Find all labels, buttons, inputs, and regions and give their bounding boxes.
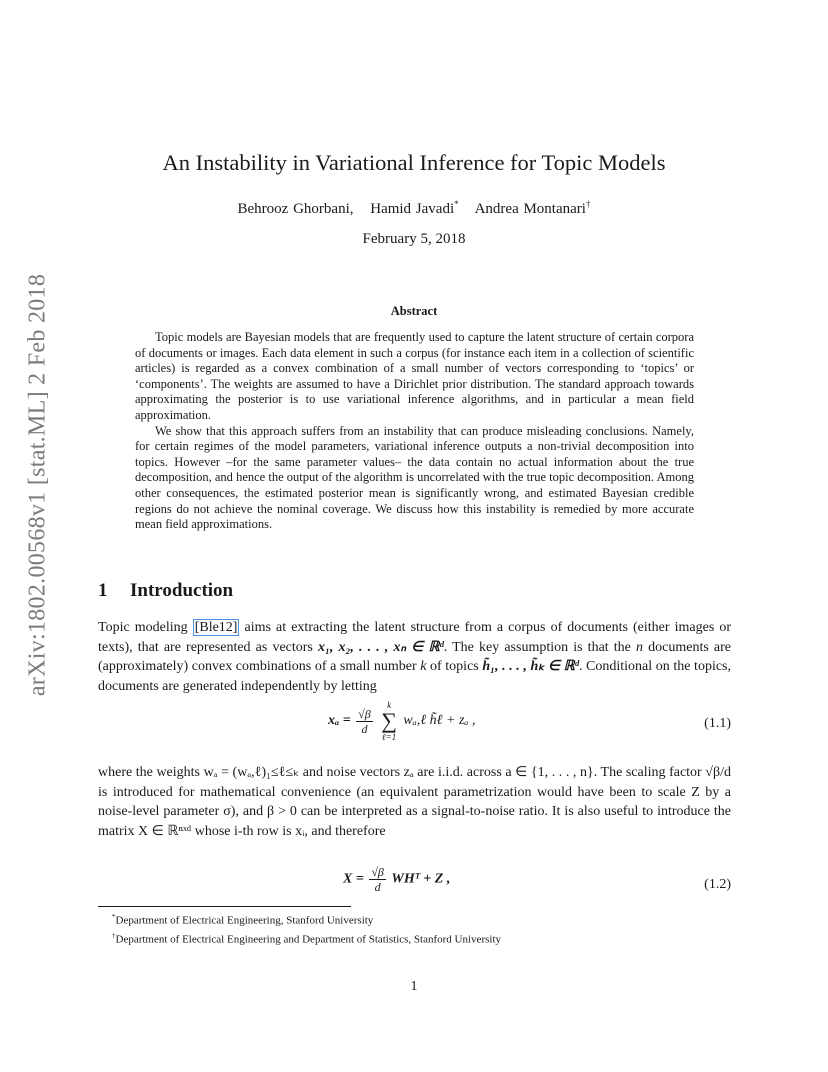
text-run: of topics bbox=[426, 659, 483, 674]
text-run: . Conditional on the topics, documents are generated independently by letting bbox=[98, 659, 732, 694]
publication-date: February 5, 2018 bbox=[362, 231, 466, 247]
math-k: k bbox=[420, 659, 427, 674]
intro-paragraph bbox=[98, 618, 731, 696]
equation-rhs: WHᵀ + Z , bbox=[391, 871, 451, 887]
fraction bbox=[356, 707, 373, 736]
equation-1-2 bbox=[98, 865, 731, 905]
abstract-heading: Abstract bbox=[390, 304, 438, 318]
section-title: Introduction bbox=[130, 580, 234, 601]
paper-title: An Instability in Variational Inference for Topic Models bbox=[162, 150, 666, 175]
footnote-text: Department of Electrical Engineering and Department of Statistics, Stanford University bbox=[115, 933, 501, 946]
footnote-mark: † bbox=[112, 932, 116, 941]
text-run: Topic modeling bbox=[98, 620, 193, 635]
author-list bbox=[0, 199, 828, 218]
author-footnote-mark: † bbox=[585, 199, 591, 209]
math-vectors: x₁, x₂, . . . , xₙ ∈ ℝᵈ bbox=[318, 639, 444, 655]
footnote-mark: * bbox=[112, 913, 116, 921]
section-number: 1 bbox=[98, 580, 108, 601]
text-run: aims at extracting the latent structure from a corpus of documents (either images or texts), that are represented as vectors bbox=[98, 620, 731, 655]
fraction-denominator: d bbox=[374, 880, 381, 894]
equation-1-1 bbox=[98, 700, 731, 748]
equation-number: (1.1) bbox=[704, 716, 731, 731]
author-footnote-mark: * bbox=[454, 199, 459, 209]
fraction-numerator: √β bbox=[358, 706, 371, 721]
abstract-paragraph: We show that this approach suffers from an instability that can produce misleading conclusions. Namely, for certain regimes of the model parameters, variational inference outputs a non-trivial decomposition into topics. However –for the same parameter values– the data contain no actual information about the true decomposition, and hence the output of the algorithm is uncorrelated with the true topic decomposition. Among other consequences, the estimated posterior mean is significantly wrong, and estimated Bayesian credible regions do not achieve the nominal coverage. We discuss how this instability is remedied by more accurate mean field approximations. bbox=[135, 423, 694, 532]
footnotes bbox=[112, 910, 501, 948]
footnote bbox=[112, 929, 501, 948]
equation-expression bbox=[328, 700, 476, 742]
arxiv-identifier-stamp: arXiv:1802.00568v1 [stat.ML] 2 Feb 2018 bbox=[24, 273, 51, 697]
fraction bbox=[369, 865, 386, 894]
citation-link[interactable]: [Ble12] bbox=[194, 620, 238, 635]
author-name: Behrooz Ghorbani, bbox=[237, 201, 354, 217]
equation-lhs: xₐ = bbox=[328, 713, 351, 729]
text-run: documents are (approximately) convex combinations of a small number bbox=[98, 639, 731, 674]
intro-paragraph: where the weights wₐ = (wₐ,ℓ)₁≤ℓ≤ₖ and noise vectors zₐ are i.i.d. across a ∈ {1, . . . , n}. The scaling factor √β/d is introduced for mathematical convenience (an equivalent parametrization would have been to scale Z by a noise-level parameter σ), and β > 0 can be interpreted as a signal-to-noise ratio. It is also useful to introduce the matrix X ∈ ℝⁿˣᵈ whose i-th row is xᵢ, and therefore bbox=[98, 765, 731, 839]
fraction-numerator: √β bbox=[371, 865, 384, 879]
equation-number: (1.2) bbox=[704, 877, 731, 892]
equation-lhs: X = bbox=[343, 871, 364, 887]
footnote-divider bbox=[98, 906, 351, 907]
author-name: Andrea Montanari bbox=[474, 201, 586, 217]
footnote bbox=[112, 910, 501, 929]
author-name: Hamid Javadi bbox=[370, 201, 455, 217]
page-number: 1 bbox=[410, 979, 418, 994]
equation-expression bbox=[343, 865, 450, 894]
text-run: . The key assumption is that the bbox=[443, 639, 637, 655]
summation bbox=[381, 700, 397, 742]
math-n: n bbox=[636, 639, 644, 655]
sum-lower-limit: ℓ=1 bbox=[381, 732, 397, 742]
sum-upper-limit: k bbox=[387, 700, 392, 710]
abstract-paragraph: Topic models are Bayesian models that are frequently used to capture the latent structure of certain corpora of documents or images. Each data element in such a corpus (for instance each item in a collection of scientific articles) is regarded as a convex combination of a small number of vectors corresponding to ‘topics’ or ‘components’. The weights are assumed to have a Dirichlet prior distribution. The standard approach towards approximating the posterior is to use variational inference algorithms, and in particular a mean field approximation. bbox=[135, 330, 694, 422]
section-heading bbox=[98, 580, 233, 602]
equation-rhs: wₐ,ℓ h̃ℓ + zₐ , bbox=[403, 713, 476, 729]
abstract-body bbox=[135, 330, 694, 533]
footnote-text: Department of Electrical Engineering, Stanford University bbox=[115, 914, 374, 927]
fraction-denominator: d bbox=[361, 721, 368, 736]
math-topics: h̃₁, . . . , h̃ₖ ∈ ℝᵈ bbox=[482, 659, 579, 674]
sum-sigma-icon: ∑ bbox=[381, 708, 397, 733]
